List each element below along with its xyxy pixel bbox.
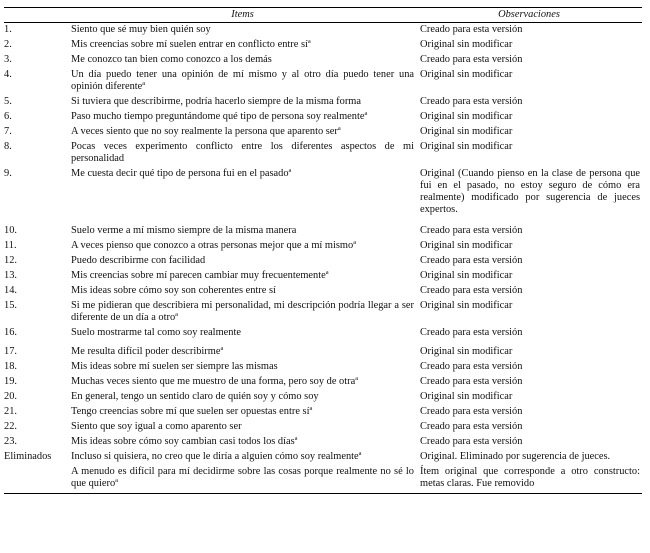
table-row [4,239,642,254]
row-number: Eliminados [4,451,52,462]
item-text: Mis creencias sobre mí parecen cambiar muy frecuentemente [71,270,326,281]
row-observation: Original sin modificar [420,240,513,251]
row-observation: Original sin modificar [420,111,513,122]
row-item [69,95,416,110]
item-footnote-mark: a [358,450,362,457]
row-observation: Creado para esta versión [420,96,523,107]
row-item [69,23,416,39]
row-number: 10. [4,225,17,236]
item-footnote-mark: a [142,80,146,87]
header-number [4,8,69,23]
row-item [69,38,416,53]
row-item [69,239,416,254]
row-observation: Original sin modificar [420,39,513,50]
row-observation: Original sin modificar [420,69,513,80]
row-number: 20. [4,391,17,402]
item-text: Me resulta difícil poder describirme [71,346,221,357]
item-text: A veces siento que no soy realmente la persona que aparento ser [71,126,338,137]
item-text: Mis creencias sobre mí suelen entrar en conflicto entre sí [71,39,308,50]
item-text: Tengo creencias sobre mí que suelen ser opuestas entre sí [71,406,310,417]
row-item [69,140,416,167]
item-text: En general, tengo un sentido claro de quién soy y cómo soy [71,391,319,402]
row-item [69,254,416,269]
item-text: Paso mucho tiempo preguntándome qué tipo de persona soy realmente [71,111,365,122]
row-item [69,345,416,360]
row-observation: Original sin modificar [420,346,513,357]
item-text: Me cuesta decir qué tipo de persona fui en el pasado [71,168,289,179]
item-footnote-mark: a [309,405,313,412]
row-item [69,167,416,224]
table-row [4,284,642,299]
row-number: 5. [4,96,12,107]
row-number: 18. [4,361,17,372]
row-number: 21. [4,406,17,417]
table-row [4,375,642,390]
row-item [69,269,416,284]
table-row [4,110,642,125]
table-row [4,299,642,326]
row-item [69,360,416,375]
row-number: 11. [4,240,17,251]
item-text: Si me pidieran que describiera mi personalidad, mi descripción podría llegar a ser diferente de un día a otro [71,300,414,323]
row-item [69,390,416,405]
row-number: 1. [4,24,12,35]
item-footnote-mark: a [364,110,368,117]
row-observation: Creado para esta versión [420,361,523,372]
item-text: Pocas veces experimento conflicto entre los diferentes aspectos de mi personalidad [71,141,414,164]
table-row [4,435,642,450]
row-observation: Creado para esta versión [420,421,523,432]
item-text: Mis ideas sobre mí suelen ser siempre las mismas [71,361,278,372]
row-item [69,420,416,435]
row-observation: Creado para esta versión [420,24,523,35]
row-item [69,53,416,68]
row-number: 2. [4,39,12,50]
row-item [69,68,416,95]
item-footnote-mark: a [355,375,359,382]
item-footnote-mark: a [307,38,311,45]
row-observation: Original sin modificar [420,270,513,281]
row-item [69,465,416,494]
table-row [4,326,642,345]
row-observation: Creado para esta versión [420,255,523,266]
row-number: 7. [4,126,12,137]
table-row [4,420,642,435]
table-body [4,23,642,494]
row-observation: Original sin modificar [420,141,513,152]
row-observation: Original sin modificar [420,300,513,311]
row-number: 9. [4,168,12,179]
row-item [69,299,416,326]
item-text: Suelo verme a mí mismo siempre de la misma manera [71,225,297,236]
row-observation: Creado para esta versión [420,225,523,236]
row-number [4,465,69,494]
table-row [4,405,642,420]
row-observation: Creado para esta versión [420,285,523,296]
row-observation: Original sin modificar [420,391,513,402]
table-row [4,390,642,405]
row-item [69,450,416,465]
item-text: A veces pienso que conozco a otras personas mejor que a mí mismo [71,240,354,251]
row-item [69,326,416,345]
item-footnote-mark: a [337,125,341,132]
row-item [69,375,416,390]
item-footnote-mark: a [353,239,357,246]
item-text: Me conozco tan bien como conozco a los demás [71,54,272,65]
item-footnote-mark: a [220,345,224,352]
row-number: 16. [4,327,17,338]
table-row [4,450,642,465]
row-number: 22. [4,421,17,432]
row-observation: Original (Cuando pienso en la clase de persona que fui en el pasado, no estoy seguro de cómo era realmente) modificado por sugerencia de jueces expertos. [420,168,640,215]
table-header-row [4,8,642,23]
item-text: Si tuviera que describirme, podría hacerlo siempre de la misma forma [71,96,361,107]
item-footnote-mark: a [115,477,119,484]
item-text: Siento que soy igual a como aparento ser [71,421,242,432]
row-item [69,125,416,140]
item-text: Siento que sé muy bien quién soy [71,24,211,35]
table-row [4,224,642,239]
row-item [69,435,416,450]
header-observaciones: Observaciones [416,8,642,23]
row-observation: Creado para esta versión [420,406,523,417]
table-row [4,167,642,224]
row-number: 4. [4,69,12,80]
row-observation: Ítem original que corresponde a otro constructo: metas claras. Fue removido [416,465,642,494]
item-text: Incluso si quisiera, no creo que le diría a alguien cómo soy realmente [71,451,359,462]
row-item [69,110,416,125]
row-observation: Creado para esta versión [420,327,523,338]
row-number: 12. [4,255,17,266]
item-text: Suelo mostrarme tal como soy realmente [71,327,241,338]
row-number: 19. [4,376,17,387]
item-text: A menudo es difícil para mí decidirme sobre las cosas porque realmente no sé lo que quiero [71,466,414,489]
item-text: Un día puedo tener una opinión de mí mismo y al otro día puedo tener una opinión diferente [71,69,414,92]
table-row [4,269,642,284]
items-table [4,7,642,494]
row-number: 13. [4,270,17,281]
row-number: 8. [4,141,12,152]
table-row [4,140,642,167]
row-observation: Original. Eliminado por sugerencia de jueces. [420,451,611,462]
table-row [4,95,642,110]
row-number: 15. [4,300,17,311]
table-row [4,360,642,375]
table-row [4,254,642,269]
item-footnote-mark: a [294,435,298,442]
row-item [69,405,416,420]
row-observation: Creado para esta versión [420,376,523,387]
header-items: Items [69,8,416,23]
table-row [4,23,642,39]
item-footnote-mark: a [325,269,329,276]
table-row [4,38,642,53]
row-observation: Creado para esta versión [420,54,523,65]
row-number: 6. [4,111,12,122]
row-number: 3. [4,54,12,65]
table-row [4,465,642,494]
row-number: 23. [4,436,17,447]
item-text: Mis ideas sobre cómo soy cambian casi todos los días [71,436,295,447]
item-footnote-mark: a [175,311,179,318]
row-item [69,284,416,299]
row-observation: Creado para esta versión [420,436,523,447]
table-row [4,125,642,140]
row-item [69,224,416,239]
table-row [4,68,642,95]
table-row [4,345,642,360]
row-number: 14. [4,285,17,296]
row-number: 17. [4,346,17,357]
item-text: Puedo describirme con facilidad [71,255,206,266]
item-text: Mis ideas sobre cómo soy son coherentes entre sí [71,285,276,296]
item-footnote-mark: a [288,167,292,174]
table-row [4,53,642,68]
row-observation: Original sin modificar [420,126,513,137]
item-text: Muchas veces siento que me muestro de una forma, pero soy de otra [71,376,356,387]
